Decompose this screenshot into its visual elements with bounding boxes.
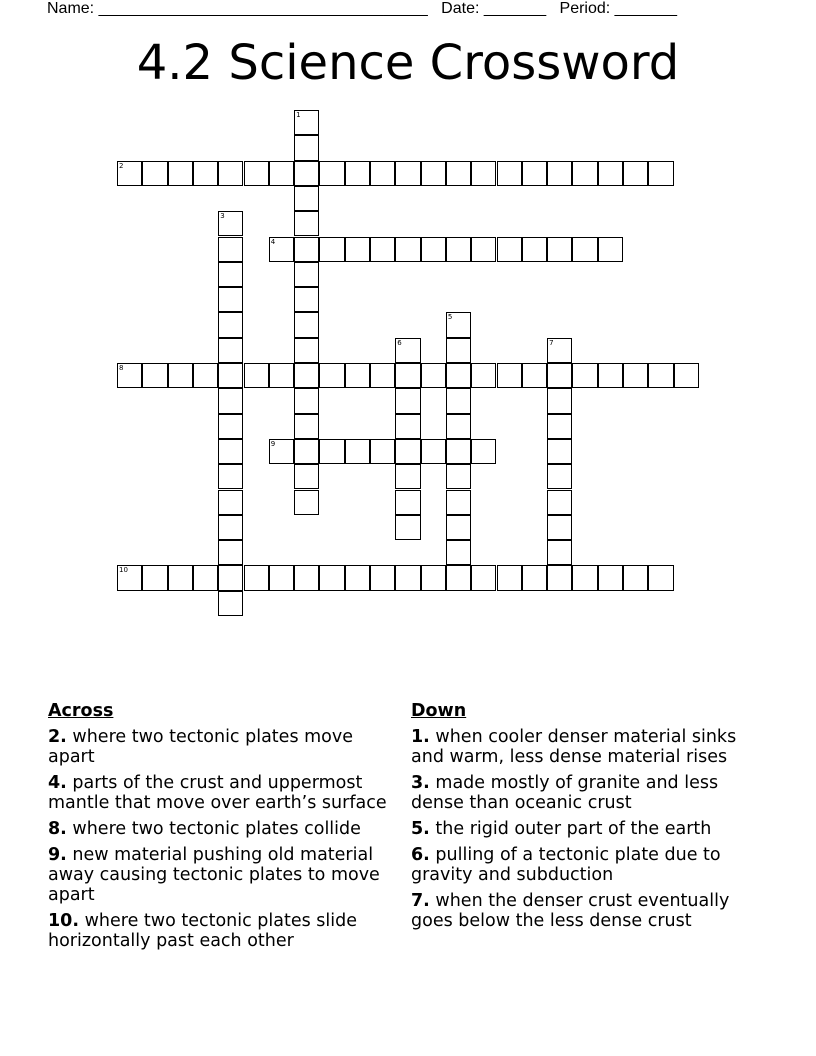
clue-number: 4. xyxy=(48,773,67,793)
grid-cell[interactable] xyxy=(218,388,243,413)
clue-text: new material pushing old material away causing tectonic plates to move apart xyxy=(48,845,380,905)
grid-cell[interactable] xyxy=(572,363,597,388)
grid-cell[interactable] xyxy=(218,338,243,363)
grid-cell[interactable] xyxy=(218,237,243,262)
cell-number: 4 xyxy=(270,237,276,246)
clue-number: 2. xyxy=(48,727,67,747)
clue-number: 10. xyxy=(48,911,80,931)
grid-cell[interactable] xyxy=(294,312,319,337)
grid-cell[interactable] xyxy=(269,565,294,590)
grid-cell[interactable] xyxy=(522,237,547,262)
grid-cell[interactable] xyxy=(294,363,319,388)
grid-cell[interactable] xyxy=(218,211,243,236)
name-label: Name: xyxy=(47,0,95,17)
grid-cell[interactable] xyxy=(370,565,395,590)
grid-cell[interactable] xyxy=(421,439,446,464)
across-clue-2 xyxy=(48,727,403,767)
grid-cell[interactable] xyxy=(547,439,572,464)
grid-cell[interactable] xyxy=(117,161,142,186)
grid-cell[interactable] xyxy=(598,363,623,388)
grid-cell[interactable] xyxy=(193,161,218,186)
down-clue-1 xyxy=(411,727,771,767)
cell-number: 2 xyxy=(119,161,124,170)
grid-cell[interactable] xyxy=(244,363,269,388)
across-clue-8 xyxy=(48,819,403,839)
grid-cell[interactable] xyxy=(395,161,420,186)
clue-number: 7. xyxy=(411,891,430,911)
grid-cell[interactable] xyxy=(572,237,597,262)
grid-cell[interactable] xyxy=(218,161,243,186)
grid-cell[interactable] xyxy=(218,414,243,439)
grid-cell[interactable] xyxy=(168,161,193,186)
grid-cell[interactable] xyxy=(218,312,243,337)
grid-cell[interactable] xyxy=(471,565,496,590)
grid-cell[interactable] xyxy=(294,388,319,413)
grid-cell[interactable] xyxy=(319,161,344,186)
across-clue-9 xyxy=(48,845,403,905)
clue-text: made mostly of granite and less dense than oceanic crust xyxy=(411,773,719,813)
grid-cell[interactable] xyxy=(319,237,344,262)
grid-cell[interactable] xyxy=(294,287,319,312)
grid-cell[interactable] xyxy=(547,490,572,515)
grid-cell[interactable] xyxy=(547,161,572,186)
clue-text: parts of the crust and uppermost mantle that move over earth’s surface xyxy=(48,773,387,813)
grid-cell[interactable] xyxy=(446,338,471,363)
grid-cell[interactable] xyxy=(648,161,673,186)
grid-cell[interactable] xyxy=(572,161,597,186)
cell-number: 9 xyxy=(270,439,276,448)
clue-number: 3. xyxy=(411,773,430,793)
grid-cell[interactable] xyxy=(446,414,471,439)
grid-cell[interactable] xyxy=(294,161,319,186)
grid-cell[interactable] xyxy=(446,237,471,262)
grid-cell[interactable] xyxy=(547,388,572,413)
grid-cell[interactable] xyxy=(395,490,420,515)
period-blank: _______ xyxy=(614,0,677,17)
cell-number: 7 xyxy=(549,338,554,347)
grid-cell[interactable] xyxy=(269,439,294,464)
grid-cell[interactable] xyxy=(269,363,294,388)
grid-cell[interactable] xyxy=(168,363,193,388)
grid-cell[interactable] xyxy=(218,591,243,616)
clue-text: where two tectonic plates slide horizontally past each other xyxy=(48,911,358,951)
grid-cell[interactable] xyxy=(446,515,471,540)
grid-cell[interactable] xyxy=(218,490,243,515)
grid-cell[interactable] xyxy=(395,363,420,388)
grid-cell[interactable] xyxy=(294,464,319,489)
grid-cell[interactable] xyxy=(345,237,370,262)
grid-cell[interactable] xyxy=(294,414,319,439)
down-clue-6 xyxy=(411,845,771,885)
grid-cell[interactable] xyxy=(471,237,496,262)
grid-cell[interactable] xyxy=(446,565,471,590)
grid-cell[interactable] xyxy=(395,464,420,489)
grid-cell[interactable] xyxy=(522,565,547,590)
grid-cell[interactable] xyxy=(218,363,243,388)
down-clues xyxy=(411,701,771,937)
grid-cell[interactable] xyxy=(547,237,572,262)
cell-number: 1 xyxy=(296,111,301,119)
grid-cell[interactable] xyxy=(294,211,319,236)
grid-cell[interactable] xyxy=(497,237,522,262)
grid-cell[interactable] xyxy=(446,464,471,489)
across-clue-4 xyxy=(48,773,403,813)
grid-cell[interactable] xyxy=(269,161,294,186)
grid-cell[interactable] xyxy=(446,439,471,464)
grid-cell[interactable] xyxy=(168,565,193,590)
grid-cell[interactable] xyxy=(294,490,319,515)
grid-cell[interactable] xyxy=(193,363,218,388)
grid-cell[interactable] xyxy=(446,388,471,413)
page-title: 4.2 Science Crossword xyxy=(136,35,680,91)
grid-cell[interactable] xyxy=(395,338,420,363)
grid-cell[interactable] xyxy=(218,287,243,312)
cell-number: 6 xyxy=(397,338,402,347)
grid-cell[interactable] xyxy=(142,161,167,186)
grid-cell[interactable] xyxy=(421,565,446,590)
grid-cell[interactable] xyxy=(547,515,572,540)
grid-cell[interactable] xyxy=(497,363,522,388)
grid-cell[interactable] xyxy=(218,464,243,489)
grid-cell[interactable] xyxy=(370,363,395,388)
grid-cell[interactable] xyxy=(648,565,673,590)
grid-cell[interactable] xyxy=(319,565,344,590)
grid-cell[interactable] xyxy=(218,439,243,464)
grid-cell[interactable] xyxy=(598,565,623,590)
grid-cell[interactable] xyxy=(623,565,648,590)
across-clue-10 xyxy=(48,911,403,951)
grid-cell[interactable] xyxy=(142,363,167,388)
grid-cell[interactable] xyxy=(218,540,243,565)
grid-cell[interactable] xyxy=(218,565,243,590)
down-heading: Down xyxy=(411,701,467,721)
grid-cell[interactable] xyxy=(395,237,420,262)
down-clue-5 xyxy=(411,819,771,839)
grid-cell[interactable] xyxy=(345,363,370,388)
grid-cell[interactable] xyxy=(446,312,471,337)
grid-cell[interactable] xyxy=(395,414,420,439)
grid-cell[interactable] xyxy=(421,363,446,388)
grid-cell[interactable] xyxy=(294,439,319,464)
grid-cell[interactable] xyxy=(547,363,572,388)
grid-cell[interactable] xyxy=(294,565,319,590)
grid-cell[interactable] xyxy=(421,237,446,262)
grid-cell[interactable] xyxy=(345,565,370,590)
down-clue-7 xyxy=(411,891,771,931)
grid-cell[interactable] xyxy=(471,161,496,186)
grid-cell[interactable] xyxy=(674,363,699,388)
grid-cell[interactable] xyxy=(319,439,344,464)
grid-cell[interactable] xyxy=(294,237,319,262)
grid-cell[interactable] xyxy=(395,515,420,540)
grid-cell[interactable] xyxy=(522,363,547,388)
grid-cell[interactable] xyxy=(497,161,522,186)
cell-number: 5 xyxy=(447,313,453,322)
grid-cell[interactable] xyxy=(547,338,572,363)
grid-cell[interactable] xyxy=(497,565,522,590)
period-label: Period: xyxy=(559,0,611,17)
grid-cell[interactable] xyxy=(547,540,572,565)
grid-cell[interactable] xyxy=(446,490,471,515)
clue-number: 5. xyxy=(411,819,430,839)
grid-cell[interactable] xyxy=(345,439,370,464)
grid-cell[interactable] xyxy=(395,565,420,590)
grid-cell[interactable] xyxy=(446,161,471,186)
grid-cell[interactable] xyxy=(294,110,319,135)
grid-cell[interactable] xyxy=(218,515,243,540)
grid-cell[interactable] xyxy=(218,262,243,287)
grid-cell[interactable] xyxy=(117,363,142,388)
grid-cell[interactable] xyxy=(572,565,597,590)
grid-cell[interactable] xyxy=(370,161,395,186)
grid-cell[interactable] xyxy=(648,363,673,388)
clue-text: where two tectonic plates collide xyxy=(72,819,361,839)
date-blank: _______ xyxy=(483,0,547,17)
clue-number: 9. xyxy=(48,845,67,865)
clue-number: 6. xyxy=(411,845,430,865)
grid-cell[interactable] xyxy=(294,262,319,287)
grid-cell[interactable] xyxy=(598,161,623,186)
grid-cell[interactable] xyxy=(598,237,623,262)
grid-cell[interactable] xyxy=(522,161,547,186)
across-heading: Across xyxy=(48,701,114,721)
grid-cell[interactable] xyxy=(547,414,572,439)
grid-cell[interactable] xyxy=(294,186,319,211)
clue-number: 8. xyxy=(48,819,67,839)
grid-cell[interactable] xyxy=(193,565,218,590)
grid-cell[interactable] xyxy=(244,565,269,590)
clue-text: when cooler denser material sinks and warm, less dense material rises xyxy=(411,727,737,767)
grid-cell[interactable] xyxy=(623,161,648,186)
grid-cell[interactable] xyxy=(395,439,420,464)
cell-number: 8 xyxy=(119,364,124,372)
clue-text: where two tectonic plates move apart xyxy=(48,727,353,767)
clue-number: 1. xyxy=(411,727,430,747)
grid-cell[interactable] xyxy=(421,161,446,186)
grid-cell[interactable] xyxy=(142,565,167,590)
grid-cell[interactable] xyxy=(294,135,319,160)
grid-cell[interactable] xyxy=(547,565,572,590)
grid-cell[interactable] xyxy=(471,363,496,388)
across-clues xyxy=(48,701,403,957)
grid-cell[interactable] xyxy=(370,237,395,262)
grid-cell[interactable] xyxy=(370,439,395,464)
grid-cell[interactable] xyxy=(471,439,496,464)
grid-cell[interactable] xyxy=(446,363,471,388)
grid-cell[interactable] xyxy=(345,161,370,186)
grid-cell[interactable] xyxy=(547,464,572,489)
grid-cell[interactable] xyxy=(117,565,142,590)
grid-cell[interactable] xyxy=(269,237,294,262)
name-blank: _____________________________________ xyxy=(98,0,428,17)
grid-cell[interactable] xyxy=(395,388,420,413)
grid-cell[interactable] xyxy=(294,338,319,363)
down-clue-3 xyxy=(411,773,771,813)
clue-text: pulling of a tectonic plate due to gravity and subduction xyxy=(411,845,721,885)
clue-text: when the denser crust eventually goes below the less dense crust xyxy=(411,891,730,931)
clue-text: the rigid outer part of the earth xyxy=(435,819,712,839)
cell-number: 10 xyxy=(119,566,128,575)
grid-cell[interactable] xyxy=(244,161,269,186)
grid-cell[interactable] xyxy=(319,363,344,388)
grid-cell[interactable] xyxy=(623,363,648,388)
date-label: Date: xyxy=(441,0,480,17)
grid-cell[interactable] xyxy=(446,540,471,565)
cell-number: 3 xyxy=(220,212,225,221)
